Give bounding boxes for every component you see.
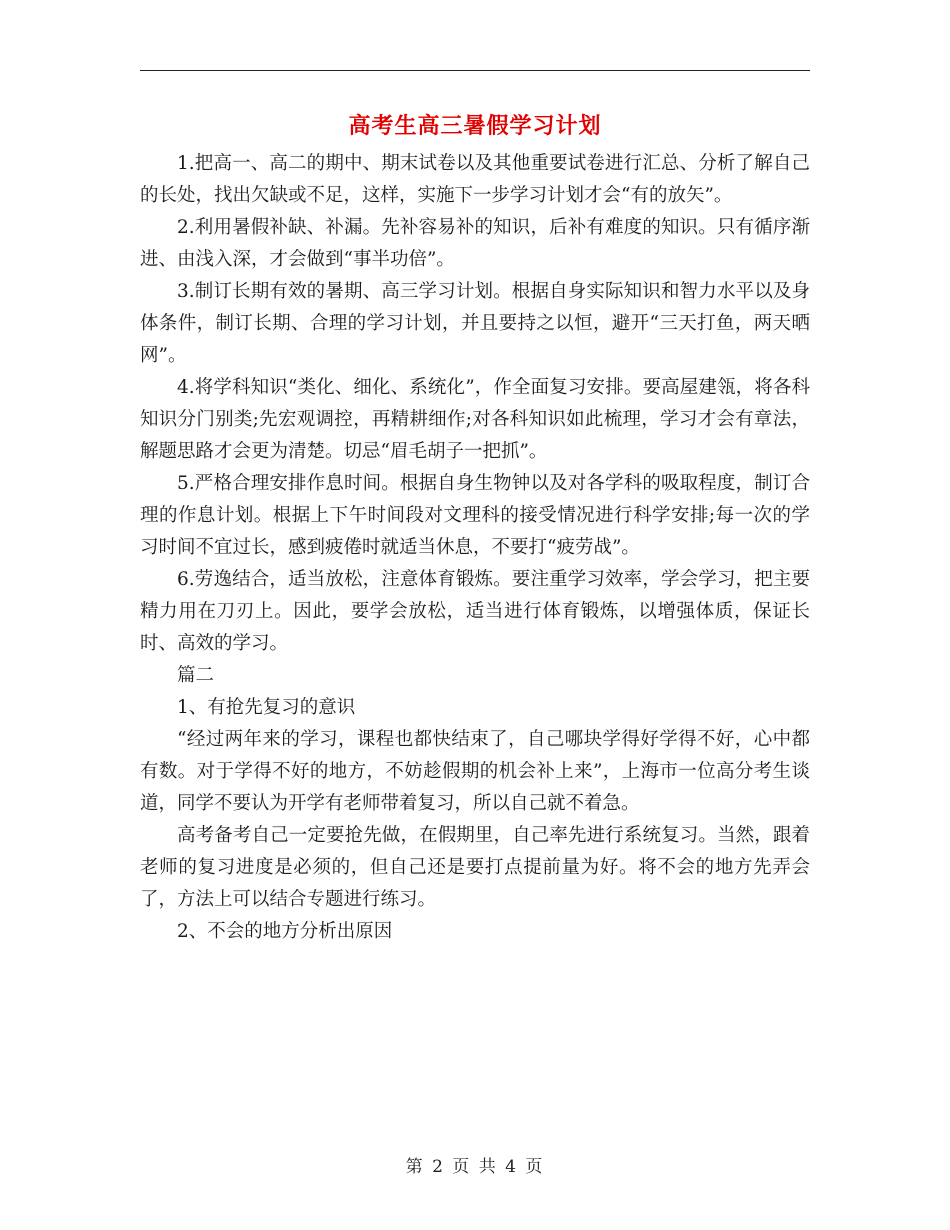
document-body xyxy=(140,148,810,948)
paragraph-7: “经过两年来的学习，课程也都快结束了，自己哪块学得好学得不好，心中都有数。对于学得不好的地方，不妨趁假期的机会补上来”，上海市一位高分考生谈道，同学不要认为开学有老师带着复习，所以自己就不着急。 xyxy=(140,729,810,814)
page-number-footer: 第 2 页 共 4 页 xyxy=(405,1157,545,1177)
document-title: 高考生高三暑假学习计划 xyxy=(348,113,602,139)
paragraph-6: 6.劳逸结合，适当放松，注意体育锻炼。要注重学习效率，学会学习，把主要精力用在刀刃上。因此，要学会放松，适当进行体育锻炼，以增强体质，保证长时、高效的学习。 xyxy=(140,569,810,654)
paragraph-4: 4.将学科知识“类化、细化、系统化”，作全面复习安排。要高屋建瓴，将各科知识分门别类;先宏观调控，再精耕细作;对各科知识如此梳理，学习才会有章法，解题思路才会更为清楚。切忌“眉毛胡子一把抓”。 xyxy=(140,377,810,462)
paragraph-1: 1.把高一、高二的期中、期末试卷以及其他重要试卷进行汇总、分析了解自己的长处，找出欠缺或不足，这样，实施下一步学习计划才会“有的放矢”。 xyxy=(140,153,810,206)
paragraph-2: 2.利用暑假补缺、补漏。先补容易补的知识，后补有难度的知识。只有循序渐进、由浅入深，才会做到“事半功倍”。 xyxy=(140,217,810,270)
subheading-1: 1、有抢先复习的意识 xyxy=(177,697,356,718)
paragraph-8: 高考备考自己一定要抢先做，在假期里，自己率先进行系统复习。当然，跟着老师的复习进度是必须的，但自己还是要打点提前量为好。将不会的地方先弄会了，方法上可以结合专题进行练习。 xyxy=(140,825,810,910)
paragraph-3: 3.制订长期有效的暑期、高三学习计划。根据自身实际知识和智力水平以及身体条件，制订长期、合理的学习计划，并且要持之以恒，避开“三天打鱼，两天晒网”。 xyxy=(140,281,810,366)
section-heading-part-two: 篇二 xyxy=(177,665,215,686)
top-rule xyxy=(140,70,810,71)
paragraph-5: 5.严格合理安排作息时间。根据自身生物钟以及对各学科的吸取程度，制订合理的作息计划。根据上下午时间段对文理科的接受情况进行科学安排;每一次的学习时间不宜过长，感到疲倦时就适当休息，不要打“疲劳战”。 xyxy=(140,473,810,558)
subheading-2: 2、不会的地方分析出原因 xyxy=(177,921,393,942)
